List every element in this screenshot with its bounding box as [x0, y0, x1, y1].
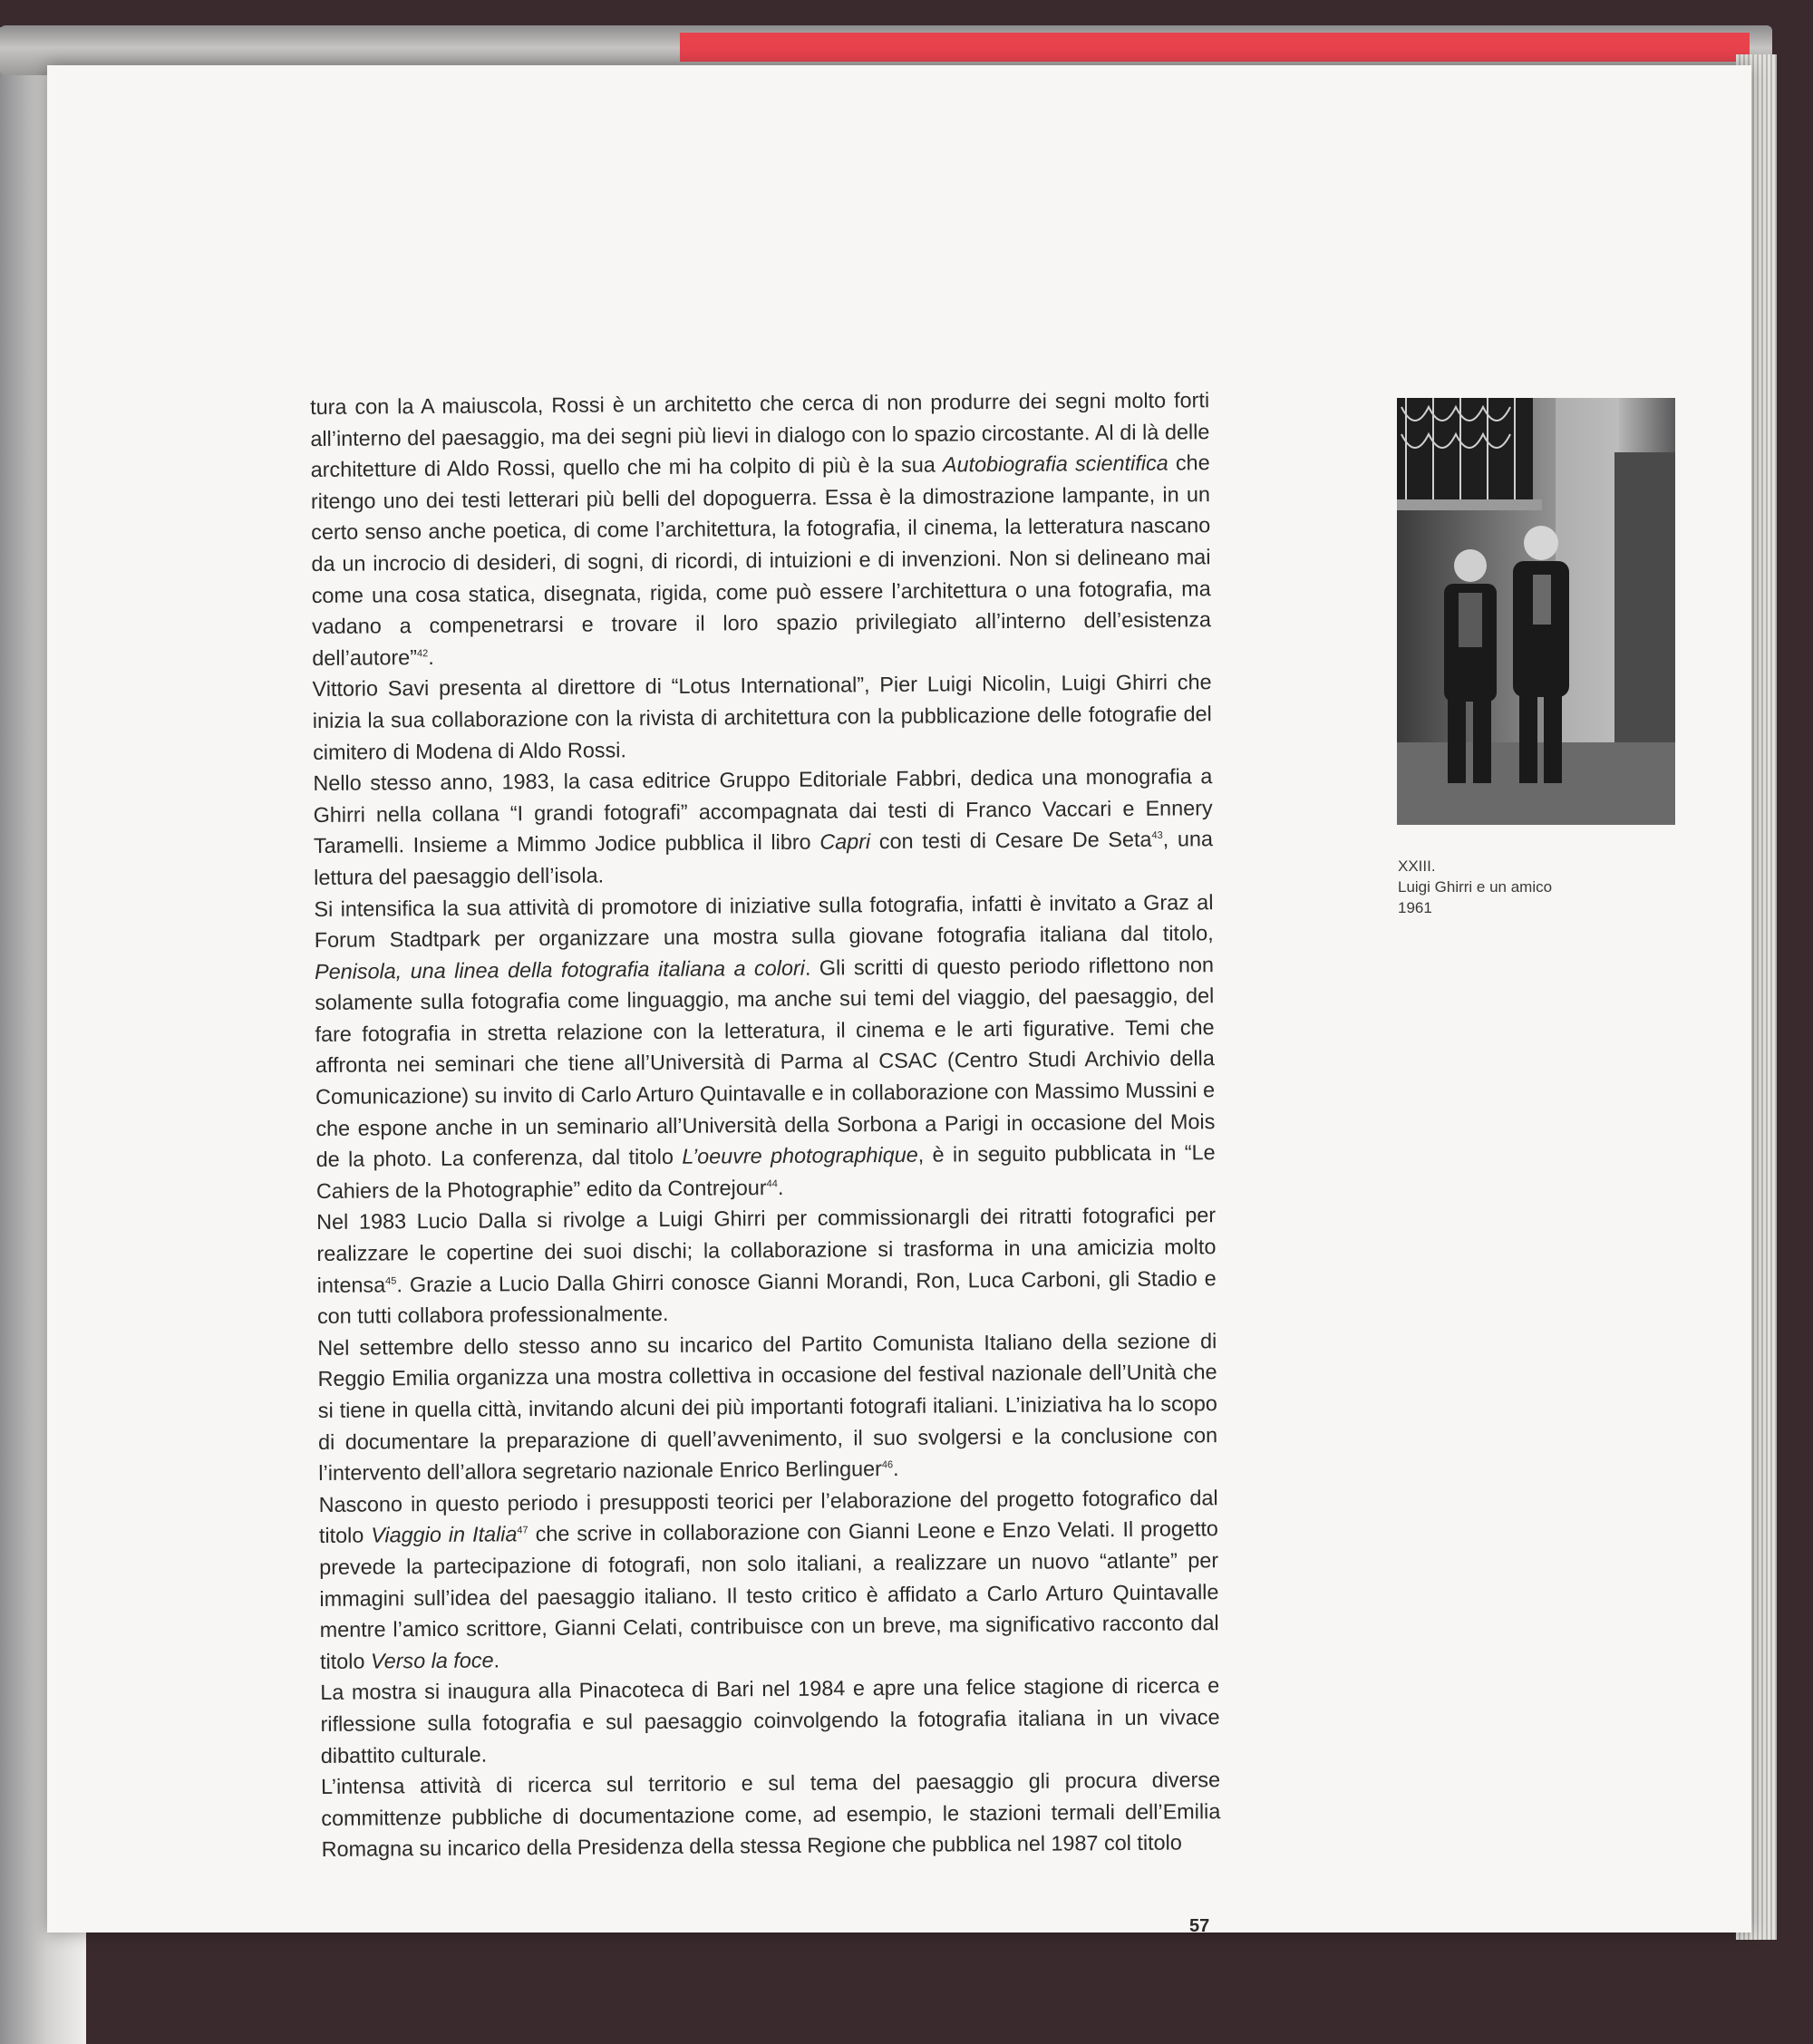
text-run: La mostra si inaugura alla Pinacoteca di Bari nel 1984 e apre una felice stagione di ricerca e riflessione sulla fotografia e sul paesaggio coinvolgendo la fotografia italiana in un vivace dibattito culturale.: [320, 1673, 1220, 1768]
caption-title: Luigi Ghirri e un amico: [1398, 878, 1553, 896]
text-run: , una lettura del paesaggio dell’isola.: [314, 827, 1214, 889]
paragraph: [312, 667, 1212, 769]
text-run: .: [493, 1648, 500, 1672]
footnote-ref: 44: [766, 1178, 778, 1190]
photo-luigi-ghirri-and-friend: [1397, 398, 1675, 825]
text-run: , è in seguito pubblicata in “Le Cahiers de la Photographie” edito da Contrejour: [315, 1140, 1216, 1203]
italic-title: L’oeuvre photographique: [682, 1143, 918, 1169]
paragraph: [310, 384, 1211, 673]
paragraph: [319, 1482, 1220, 1677]
body-text-column: [310, 384, 1221, 1865]
text-run: tura con la A maiuscola, Rossi è un architetto che cerca di non produrre dei segni molto forti all’interno del paesaggio, ma dei segni più lievi in dialogo con lo spazio circostante. Al di là delle architetture di Aldo Rossi, quello che mi ha colpito di più è la sua: [310, 388, 1210, 482]
footnote-ref: 46: [881, 1459, 894, 1471]
text-run: L’intensa attività di ricerca sul territorio e sul tema del paesaggio gli procura diverse committenze pubbliche di documentazione come, ad esempio, le stazioni termali dell’Emilia Romagna su incarico della Presidenza della stessa Regione che pubblica nel 1987 col titolo: [320, 1768, 1221, 1862]
page-number: 57: [1189, 1916, 1210, 1936]
text-run: .: [428, 644, 434, 669]
text-run: .: [892, 1457, 899, 1481]
caption-number: XXIII.: [1398, 857, 1436, 875]
paragraph: [317, 1325, 1217, 1489]
paragraph: [321, 1764, 1221, 1865]
text-run: . Gli scritti di questo periodo riflettono non solamente sulla fotografia come linguaggio, ma anche sui temi del viaggio, del paesaggio, del fare fotografia in stretta relazione con la letteratura, il cinema e le arti figurative. Temi che affronta nei seminari che tiene all’Università di Parma al CSAC (Centro Studi Archivio della Comunicazione) su invito di Carlo Arturo Quintavalle e in collaborazione con Massimo Mussini e che espone anche in un seminario all’Università della Sorbona a Parigi in occasione del Mois de la photo. La conferenza, dal titolo: [315, 952, 1216, 1172]
italic-title: Penisola, una linea della fotografia italiana a colori: [314, 955, 806, 983]
text-run: Nel 1983 Lucio Dalla si rivolge a Luigi Ghirri per commissionargli dei ritratti fotografici per realizzare le copertine dei suoi dischi; la collaborazione si trasforma in una amicizia molto intensa: [316, 1203, 1217, 1297]
text-run: che scrive in collaborazione con Gianni Leone e Enzo Velati. Il progetto prevede la partecipazione di fotografi, non solo italiani, a realizzare un nuovo “atlante” per immagini sull’idea del paesaggio italiano. Il testo critico è affidato a Carlo Arturo Quintavalle mentre l’amico scrittore, Gianni Celati, contribuisce con un breve, ma significativo racconto dal titolo: [319, 1516, 1219, 1673]
paragraph: [314, 886, 1216, 1207]
bw-photograph: [1397, 398, 1675, 825]
italic-title: Capri: [819, 829, 871, 854]
text-run: che ritengo uno dei testi letterari più belli del dopoguerra. Essa è la dimostrazione lampante, in un certo senso anche poetica, di come l’architettura, la fotografia, il cinema, la letteratura nascano da un incrocio di desideri, di sogni, di ricordi, di intuizioni e di invenzioni. Non si delineano mai come una cosa statica, disegnata, rigida, come può essere l’architettura o una fotografia, ma vadano a compenetrarsi e trovare il loro spazio privilegiato all’interno dell’esistenza dell’autore”: [310, 450, 1212, 670]
text-run: Nello stesso anno, 1983, la casa editrice Gruppo Editoriale Fabbri, dedica una monografia a Ghirri nella collana “I grandi fotografi” accompagnata dai testi di Franco Vaccari e Ennery Taramelli. Insieme a Mimmo Jodice pubblica il libro: [313, 764, 1213, 858]
text-run: Vittorio Savi presenta al direttore di “Lotus International”, Pier Luigi Nicolin, Luigi Ghirri che inizia la sua collaborazione con la rivista di architettura con la pubblicazione delle fotografie del cimitero di Modena di Aldo Rossi.: [312, 670, 1212, 764]
italic-title: Verso la foce: [370, 1648, 494, 1673]
footnote-ref: 43: [1151, 830, 1163, 842]
red-bookmark-ribbon: [680, 33, 1750, 62]
text-run: Nascono in questo periodo i presupposti teorici per l’elaborazione del progetto fotografico dal titolo: [318, 1485, 1218, 1548]
text-run: .: [777, 1175, 784, 1199]
italic-title: Autobiografia scientifica: [942, 450, 1168, 477]
paragraph: [316, 1200, 1217, 1332]
footnote-ref: 42: [416, 647, 429, 660]
footnote-ref: 45: [385, 1275, 397, 1287]
paragraph: [320, 1671, 1220, 1772]
paragraph: [313, 760, 1213, 893]
text-run: con testi di Cesare De Seta: [870, 828, 1152, 854]
photo-caption: [1398, 856, 1634, 918]
caption-year: 1961: [1398, 899, 1432, 916]
text-run: Nel settembre dello stesso anno su incarico del Partito Comunista Italiano della sezione di Reggio Emilia organizza una mostra collettiva in occasione del festival nazionale dell’Unità che si tiene in quella città, invitando alcuni dei più importanti fotografi italiani. L’iniziativa ha lo scopo di documentare la preparazione di quell’avvenimento, il suo svolgersi e la conclusione con l’intervento dell’allora segretario nazionale Enrico Berlinguer: [317, 1328, 1218, 1486]
text-run: . Grazie a Lucio Dalla Ghirri conosce Gianni Morandi, Ron, Luca Carboni, gli Stadio e con tutti collabora professionalmente.: [316, 1265, 1217, 1329]
text-run: Si intensifica la sua attività di promotore di iniziative sulla fotografia, infatti è invitato a Graz al Forum Stadtpark per organizzare una mostra sulla giovane fotografia italiana dal titolo,: [314, 889, 1214, 953]
footnote-ref: 47: [517, 1525, 528, 1536]
italic-title: Viaggio in Italia: [371, 1522, 518, 1547]
